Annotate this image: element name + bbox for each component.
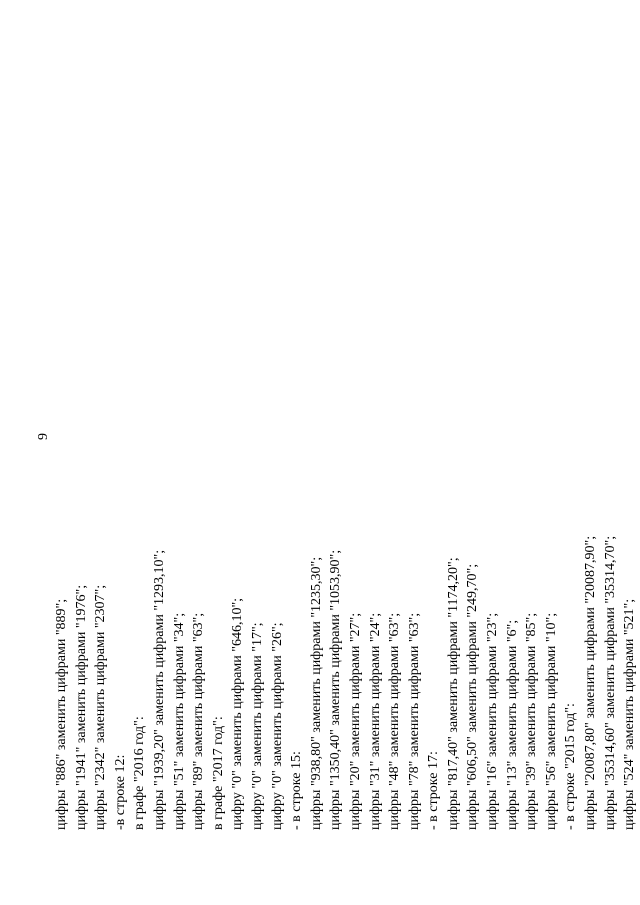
text-line: цифры "89" заменить цифрами "63";	[191, 612, 207, 830]
text-line: цифру "0" заменить цифрами "646,10";	[230, 597, 246, 830]
text-line: - в строке "2015 год":	[563, 703, 579, 830]
text-line: цифры "51" заменить цифрами "34";	[171, 612, 187, 830]
text-line: цифры "35314,60" заменить цифрами "35314,70";	[602, 535, 618, 830]
text-line: - в строке 15:	[289, 751, 305, 830]
text-line: цифры "524" заменить цифрами "521";	[622, 598, 638, 830]
text-line: цифру "0" заменить цифрами "17";	[249, 622, 265, 830]
text-line: цифры "20087,80" заменить цифрами "20087,90";	[583, 535, 599, 830]
text-line: в графе "2016 год":	[132, 716, 148, 830]
text-line: цифры "817,40" заменить цифрами "1174,20";	[445, 557, 461, 830]
text-line: цифры "20" заменить цифрами "27";	[347, 612, 363, 830]
text-line: цифры "31" заменить цифрами "24";	[367, 612, 383, 830]
text-line: -в строке 12:	[112, 754, 128, 830]
text-line: цифру "0" заменить цифрами "26";	[269, 622, 285, 830]
page-number: 9	[36, 433, 51, 440]
text-line: цифры "2342" заменить цифрами "2307";	[93, 584, 109, 830]
text-line: в графе "2017 год":	[210, 716, 226, 830]
text-line: - в строке 17:	[426, 751, 442, 830]
text-line: цифры "56" заменить цифрами "10";	[543, 612, 559, 830]
text-line: цифры "39" заменить цифрами "85";	[524, 612, 540, 830]
text-line: цифры "48" заменить цифрами "63";	[387, 612, 403, 830]
text-line: цифры "1350,40" заменить цифрами "1053,90";	[328, 549, 344, 830]
text-line: цифры "78" заменить цифрами "63";	[406, 612, 422, 830]
document-body	[52, 410, 640, 830]
text-line: цифры "13" заменить цифрами "6";	[504, 619, 520, 830]
text-line: цифры "938,80" заменить цифрами "1235,30";	[308, 556, 324, 830]
text-line: цифры "16" заменить цифрами "23";	[485, 612, 501, 830]
text-line: цифры "886" заменить цифрами "889";	[54, 598, 69, 830]
text-line: цифры "1941" заменить цифрами "1976";	[73, 584, 89, 830]
text-line: цифры "1939,20" заменить цифрами "1293,10";	[151, 549, 167, 830]
text-line: цифры "606,50" заменить цифрами "249,70";	[465, 563, 481, 830]
